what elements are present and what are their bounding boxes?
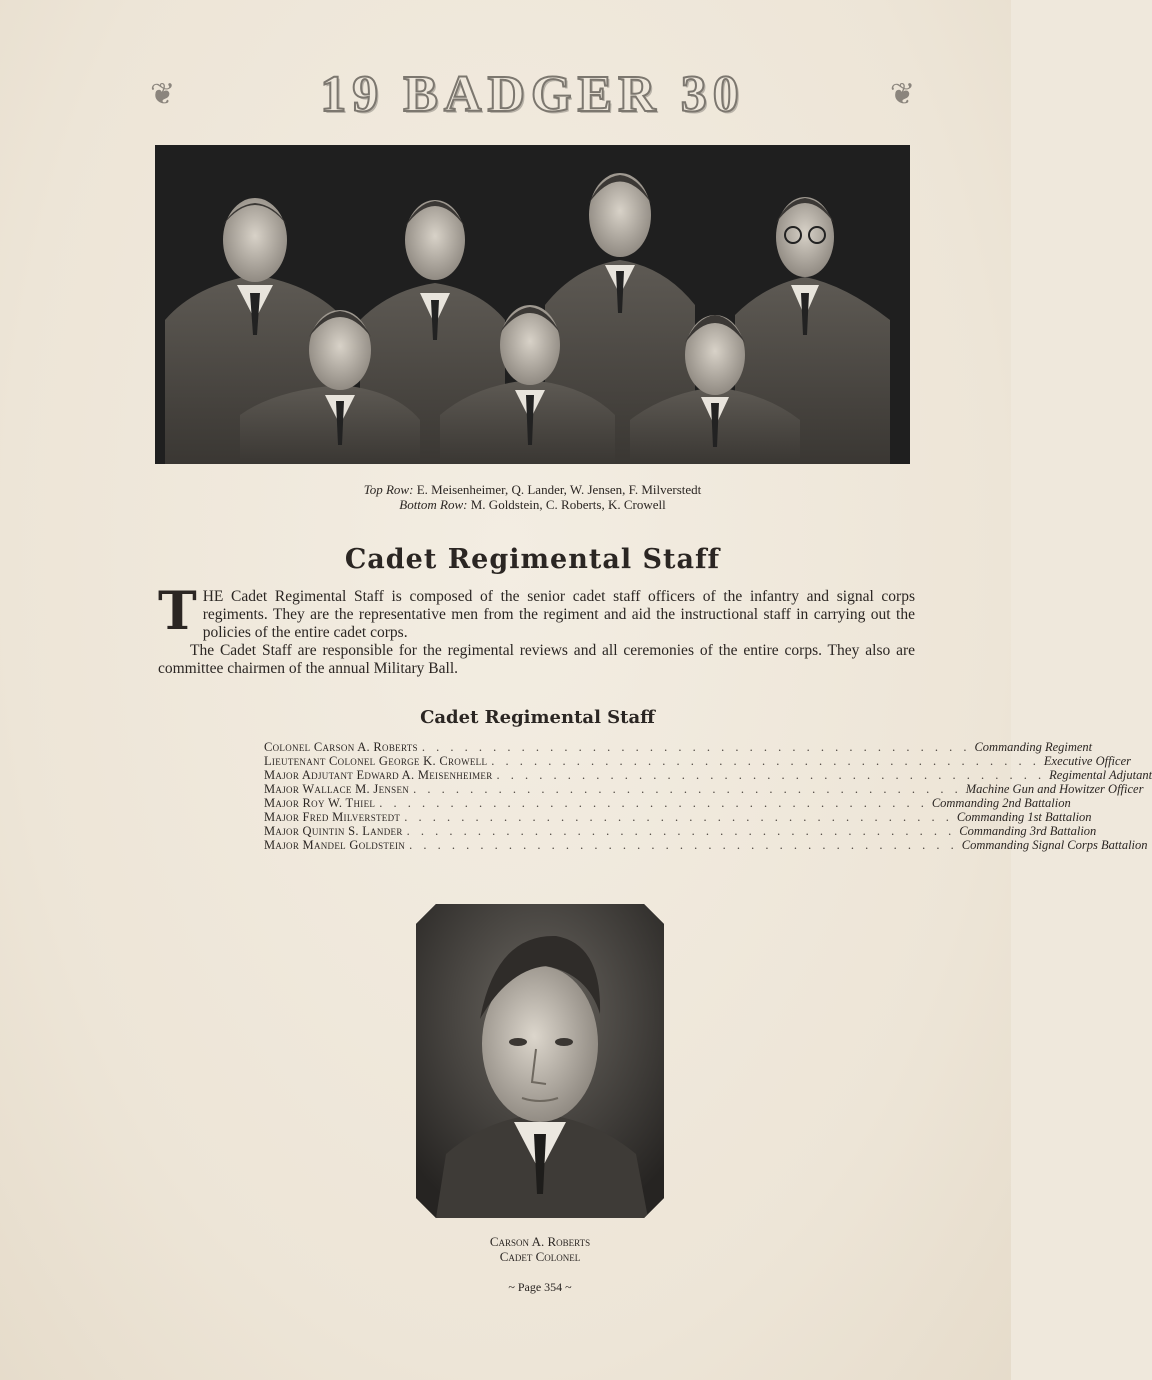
roster-row [264,768,1152,782]
right-ornament-icon: ❦ [889,76,915,112]
roster-role: Commanding Regiment [974,740,1093,754]
left-ornament-icon: ❦ [150,76,176,112]
roster-role: Commanding 2nd Battalion [931,796,1071,810]
leader-dots: . . . . . . . . . . . . . . . . . . . . . . . . . . . . . . . . . . . . . . . [413,782,962,796]
leader-dots: . . . . . . . . . . . . . . . . . . . . . . . . . . . . . . . . . . . . . . . [406,824,956,838]
roster-title: Cadet Regimental Staff [420,707,655,728]
roster-row [264,754,1131,768]
portrait-title: Cadet Colonel [499,1249,581,1264]
roster-name: Major Wallace M. Jensen [264,782,410,796]
leader-dots: . . . . . . . . . . . . . . . . . . . . . . . . . . . . . . . . . . . . . . . [496,768,1046,782]
roster-row [264,810,1092,824]
roster-name: Lieutenant Colonel George K. Crowell [264,754,488,768]
roster-role: Commanding 1st Battalion [956,810,1092,824]
header-title: 19 BADGER 30 [320,65,745,123]
staff-roster [264,740,1152,852]
roster-name: Major Roy W. Thiel [264,796,376,810]
roster-name: Major Fred Milverstedt [264,810,401,824]
roster-row [264,824,1097,838]
portrait-image [416,904,664,1218]
page-header [150,66,915,122]
roster-row [264,782,1144,796]
paragraph-1 [158,581,915,642]
roster-role: Machine Gun and Howitzer Officer [965,782,1144,796]
section-title: Cadet Regimental Staff [344,544,721,575]
caption-bottom-row [155,497,910,512]
caption-bottom-label: Bottom Row: [399,497,468,512]
group-photo-caption [155,482,910,512]
caption-top-row [155,482,910,497]
section-body [158,581,915,678]
leader-dots: . . . . . . . . . . . . . . . . . . . . . . . . . . . . . . . . . . . . . . . [409,838,958,852]
roster-row [264,838,1148,852]
caption-top-label: Top Row: [363,482,414,497]
group-photo-image [155,145,910,464]
roster-row [264,796,1071,810]
roster-role: Regimental Adjutant [1049,768,1152,782]
leader-dots: . . . . . . . . . . . . . . . . . . . . . . . . . . . . . . . . . . . . . . . [491,754,1040,768]
drop-cap: T [158,581,197,642]
roster-name: Colonel Carson A. Roberts [264,740,418,754]
paragraph-1-text: HE Cadet Regimental Staff is composed of the senior cadet staff officers of the infantry and signal corps regiments. They are the representative men from the regiment and aid the instructional staff in carrying out the policies of the entire cadet corps. [202,588,915,641]
roster-name: Major Quintin S. Lander [264,824,403,838]
group-photo [155,145,910,464]
leader-dots: . . . . . . . . . . . . . . . . . . . . . . . . . . . . . . . . . . . . . . . [421,740,971,754]
roster-name: Major Adjutant Edward A. Meisenheimer [264,768,493,782]
roster-role: Commanding 3rd Battalion [959,824,1097,838]
leader-dots: . . . . . . . . . . . . . . . . . . . . . . . . . . . . . . . . . . . . . . . [404,810,953,824]
portrait-caption [416,1234,664,1264]
portrait-photo [416,904,664,1218]
page-number: ~ Page 354 ~ [508,1280,572,1294]
caption-top-names: E. Meisenheimer, Q. Lander, W. Jensen, F. Milverstedt [416,482,702,497]
roster-row [264,740,1093,754]
portrait-name: Carson A. Roberts [489,1234,591,1249]
caption-bottom-names: M. Goldstein, C. Roberts, K. Crowell [470,497,666,512]
leader-dots: . . . . . . . . . . . . . . . . . . . . . . . . . . . . . . . . . . . . . . . [379,796,928,810]
paragraph-2: The Cadet Staff are responsible for the regimental reviews and all ceremonies of the entire corps. They also are committee chairmen of the annual Military Ball. [158,642,915,677]
roster-name: Major Mandel Goldstein [264,838,406,852]
roster-role: Executive Officer [1043,754,1131,768]
roster-role: Commanding Signal Corps Battalion [961,838,1148,852]
